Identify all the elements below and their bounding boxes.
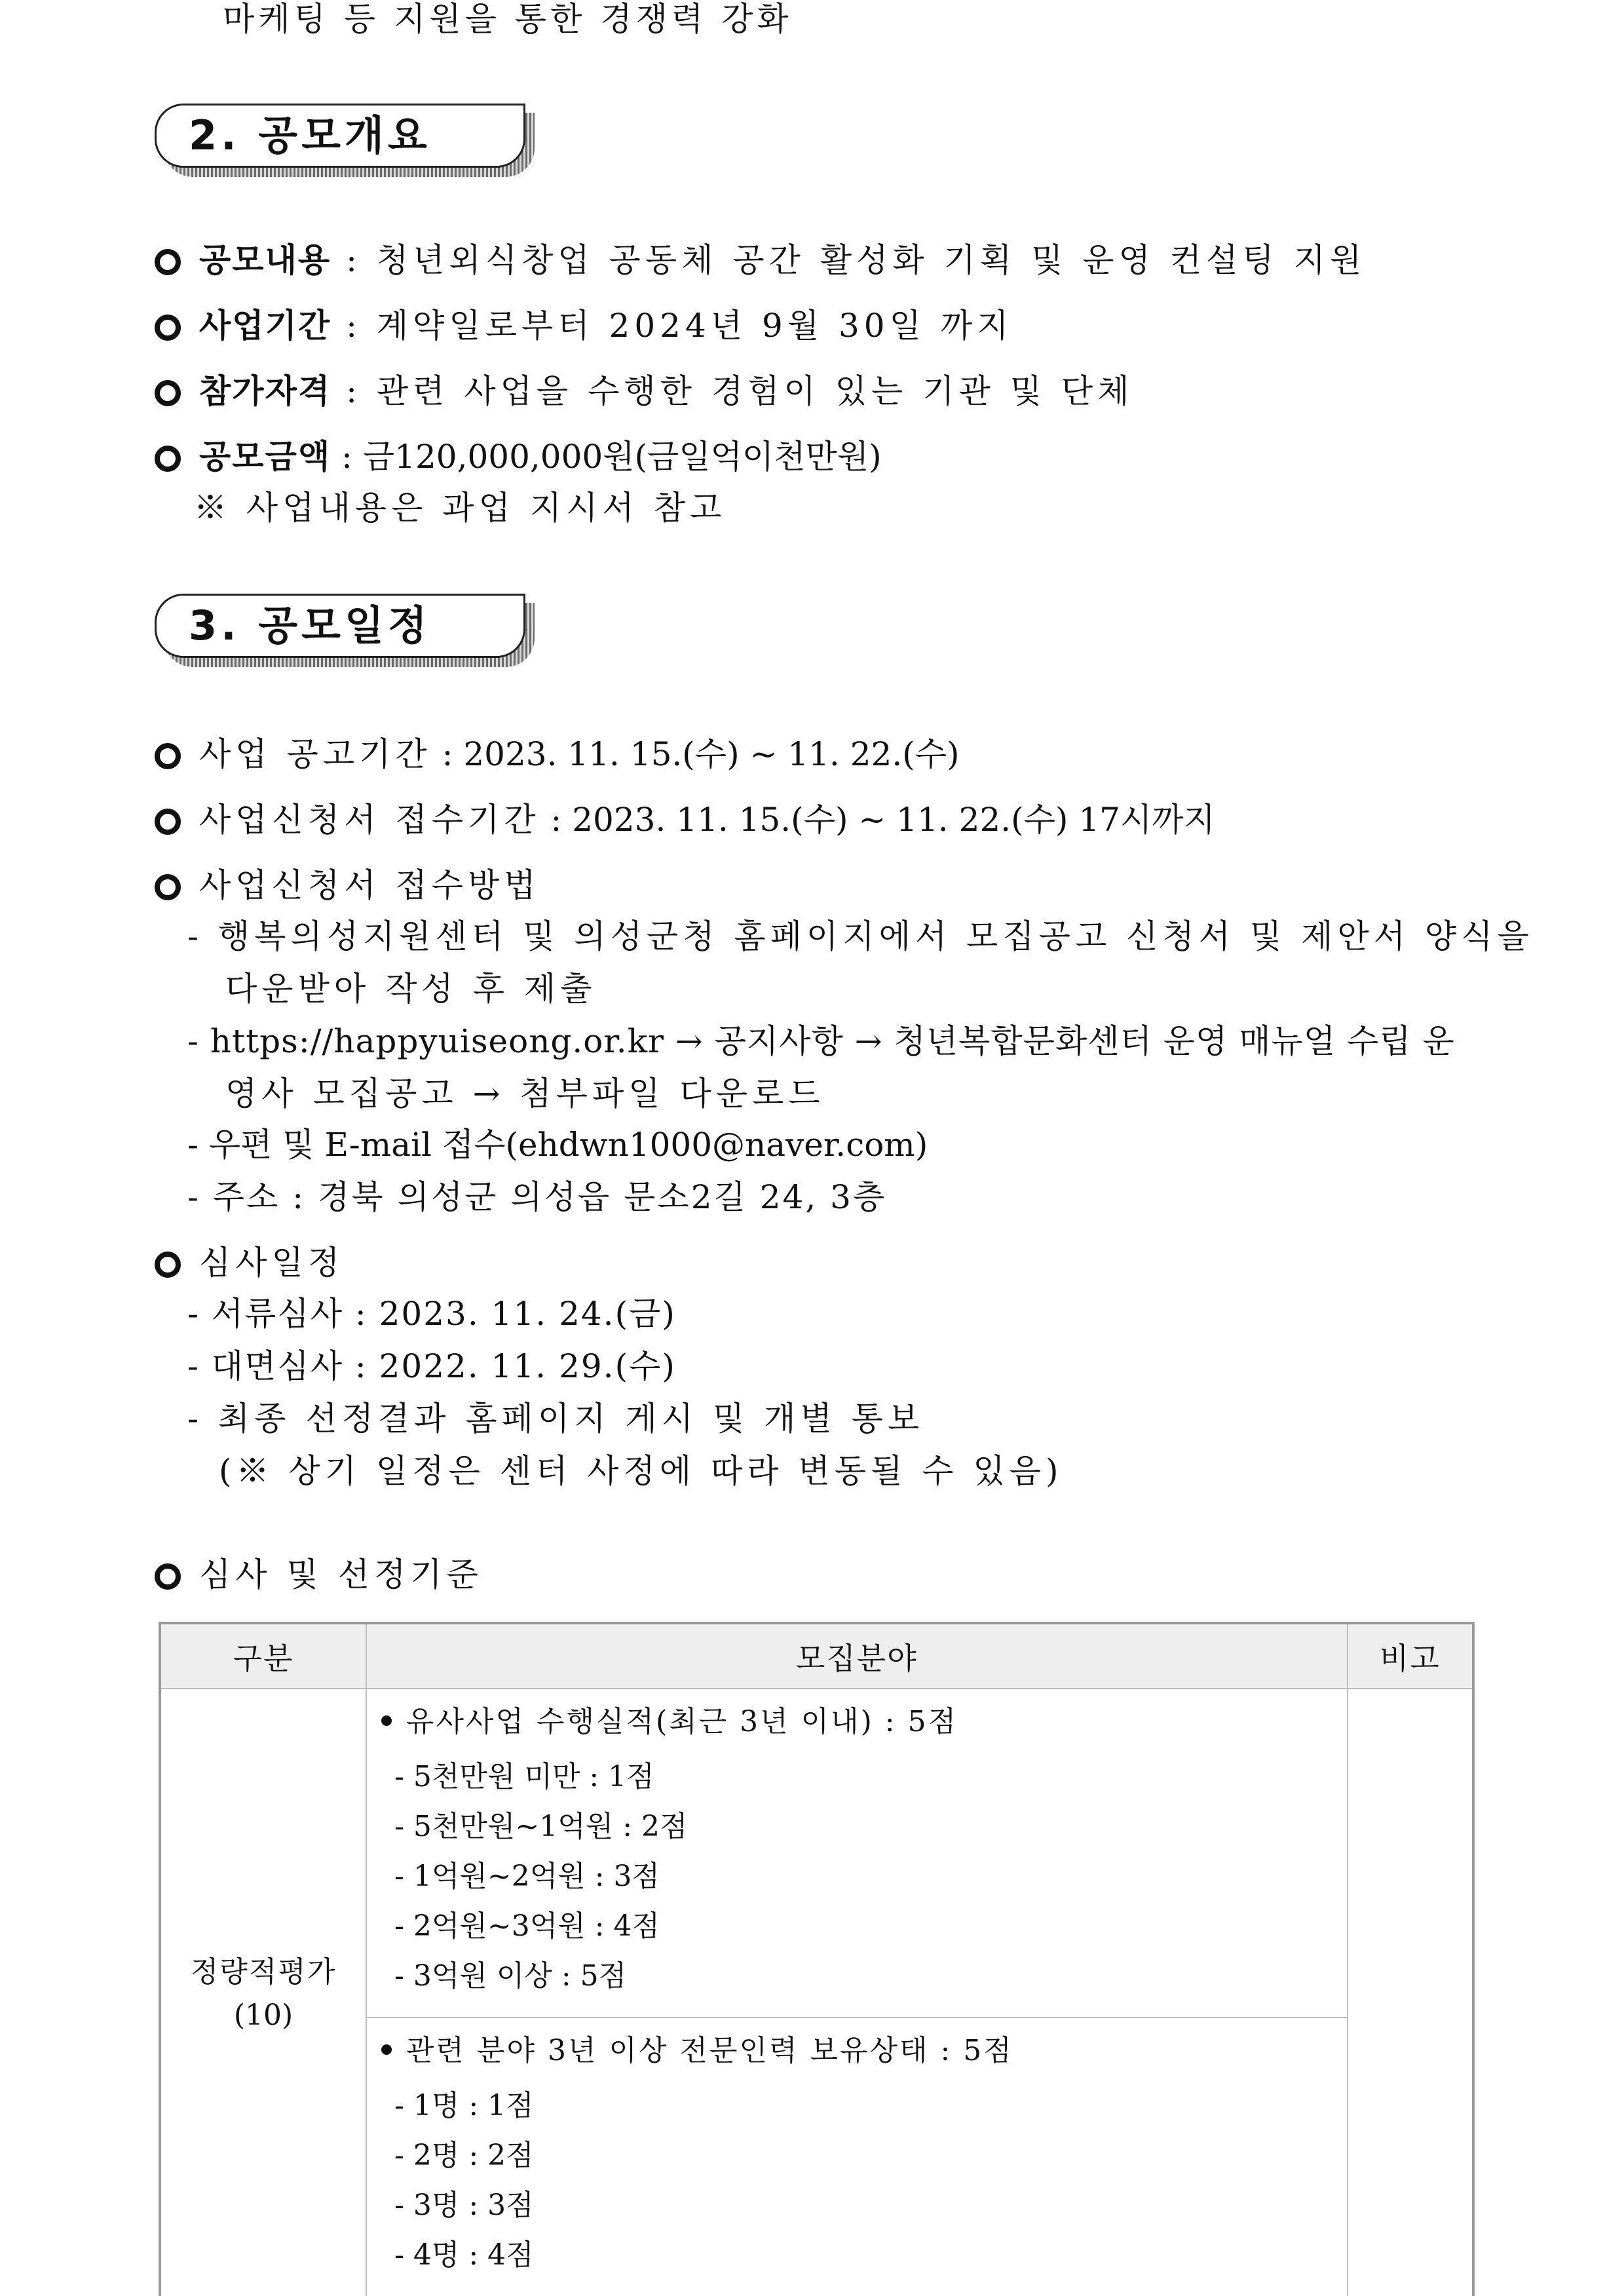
- item-text: : 2023. 11. 15.(수) ~ 11. 22.(수): [431, 735, 960, 773]
- overview-item-eligibility: [155, 371, 1134, 411]
- method-line: 다운받아 작성 후 제출: [225, 970, 597, 1008]
- circle-bullet-icon: [155, 874, 181, 900]
- item-label: 심사 및 선정기준: [199, 1556, 483, 1594]
- group-title: 관련 분야 3년 이상 전문인력 보유상태 : 5점: [381, 2030, 1347, 2081]
- schedule-receipt-method: [155, 865, 540, 906]
- list-item: - 5천만원~1억원 : 2점: [394, 1810, 688, 1843]
- item-label: 사업기간: [199, 307, 331, 345]
- circle-bullet-icon: [155, 1252, 181, 1278]
- item-label: 심사일정: [199, 1244, 345, 1282]
- item-label: 사업신청서 접수방법: [199, 866, 540, 904]
- item-text: : 계약일로부터 2024년 9월 30일 까지: [331, 307, 1013, 345]
- review-line: - 서류심사 : 2023. 11. 24.(금): [187, 1295, 676, 1333]
- category-score: (10): [233, 1998, 293, 2032]
- item-label: 공모금액: [199, 438, 331, 476]
- criteria-table: [159, 1622, 1475, 2296]
- review-line: (※ 상기 일정은 센터 사정에 따라 변동될 수 있음): [219, 1452, 1063, 1490]
- list-item: - 3억원 이상 : 5점: [394, 1959, 627, 1993]
- list-item: - 2억원~3억원 : 4점: [394, 1909, 660, 1943]
- table-header-row: [160, 1623, 1473, 1689]
- list-item: - 3명 : 3점: [394, 2189, 534, 2222]
- item-label: 공모내용: [199, 241, 331, 279]
- category-cell: [160, 1689, 366, 2296]
- method-line: - 우편 및 E-mail 접수(ehdwn1000@naver.com): [187, 1126, 928, 1164]
- schedule-receipt-period: [155, 799, 1215, 840]
- section-3-header: [155, 594, 535, 667]
- group-title: 유사사업 수행실적(최근 3년 이내) : 5점: [381, 1701, 1347, 1752]
- item-label: 사업 공고기간: [199, 735, 432, 773]
- overview-item-amount: [155, 436, 882, 477]
- schedule-review: [155, 1242, 344, 1283]
- circle-bullet-icon: [155, 446, 181, 472]
- item-label: 참가자격: [199, 372, 331, 410]
- section-2-title: 2. 공모개요: [189, 111, 431, 159]
- list-item: - 1억원~2억원 : 3점: [394, 1860, 660, 1893]
- category-name: 정량적평가: [190, 1955, 337, 1989]
- item-text: : 청년외식창업 공동체 공간 활성화 기획 및 운영 컨설팅 지원: [331, 241, 1367, 279]
- list-item: - 1명 : 1점: [394, 2089, 534, 2122]
- criteria-heading: [155, 1554, 483, 1595]
- item-label: 사업신청서 접수기간: [199, 801, 540, 839]
- header-remark: 비고: [1348, 1623, 1473, 1689]
- circle-bullet-icon: [155, 249, 181, 275]
- review-line: - 대면심사 : 2022. 11. 29.(수): [187, 1347, 676, 1385]
- method-line: 영사 모집공고 → 첨부파일 다운로드: [225, 1075, 825, 1113]
- method-line: - 주소 : 경북 의성군 의성읍 문소2길 24, 3층: [187, 1178, 887, 1216]
- list-item: - 5천만원 미만 : 1점: [394, 1760, 654, 1793]
- circle-bullet-icon: [155, 315, 181, 341]
- section-2-header: [155, 104, 535, 177]
- overview-note: ※ 사업내용은 과업 지시서 참고: [194, 489, 727, 527]
- list-item: - 2명 : 2점: [394, 2139, 534, 2172]
- section-3-title: 3. 공모일정: [189, 602, 431, 649]
- overview-item-period: [155, 305, 1013, 346]
- intro-text: 마케팅 등 지원을 통한 경쟁력 강화: [223, 0, 793, 38]
- bullet-dot-icon: [381, 2044, 392, 2055]
- table-row: [160, 1689, 1473, 2018]
- list-item: - 4명 : 4점: [394, 2238, 534, 2272]
- method-line: - 행복의성지원센터 및 의성군청 홈페이지에서 모집공고 신청서 및 제안서 양식을: [187, 917, 1534, 955]
- circle-bullet-icon: [155, 380, 181, 406]
- item-text: : 관련 사업을 수행한 경험이 있는 기관 및 단체: [331, 372, 1134, 410]
- header-field: 모집분야: [366, 1623, 1348, 1689]
- criteria-group-2: [366, 2018, 1348, 2296]
- overview-item-content: [155, 240, 1366, 280]
- header-category: 구분: [160, 1623, 366, 1689]
- schedule-announce: [155, 734, 960, 775]
- bullet-dot-icon: [381, 1715, 392, 1726]
- circle-bullet-icon: [155, 743, 181, 769]
- remark-cell: [1348, 1689, 1473, 2296]
- circle-bullet-icon: [155, 1563, 181, 1590]
- criteria-group-1: [366, 1689, 1348, 2018]
- method-line: - https://happyuiseong.or.kr → 공지사항 → 청년복합문화센터 운영 매뉴얼 수립 운: [187, 1022, 1455, 1060]
- review-line: - 최종 선정결과 홈페이지 게시 및 개별 통보: [187, 1400, 924, 1438]
- circle-bullet-icon: [155, 809, 181, 835]
- item-text: : 2023. 11. 15.(수) ~ 11. 22.(수) 17시까지: [540, 801, 1215, 839]
- item-text: : 금120,000,000원(금일억이천만원): [331, 438, 882, 476]
